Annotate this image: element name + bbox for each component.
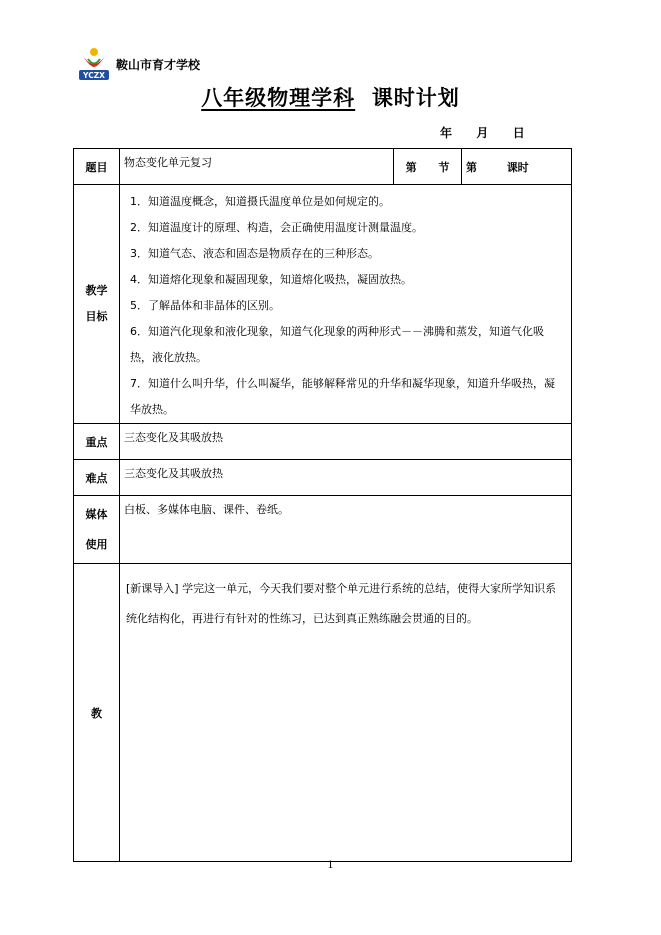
goal-item: 3．知道气态、液态和固态是物质存在的三种形态。 — [130, 247, 379, 260]
topic-value-cell — [120, 149, 394, 185]
page-title — [0, 82, 661, 112]
goal-item: 7．知道什么叫升华，什么叫凝华，能够解释常见的升华和凝华现象，知道升华吸热，凝华放热。 — [130, 377, 555, 416]
media-row — [74, 496, 572, 564]
section-label-a: 第 — [405, 160, 417, 174]
goals-cell — [120, 185, 572, 424]
title-subject: 八年级物理学科 — [201, 85, 356, 110]
logo-text: YCZX — [83, 71, 105, 80]
difficulty-label: 难点 — [74, 460, 120, 496]
section-cell — [394, 149, 462, 185]
lesson-plan-table — [73, 148, 572, 862]
goal-item: 6．知道汽化现象和液化现象，知道气化现象的两种形式－－沸腾和蒸发，知道气化吸热，液化放热。 — [130, 325, 544, 364]
goals-list — [120, 185, 571, 423]
lesson-cell — [462, 149, 572, 185]
goal-item: 2．知道温度计的原理、构造，会正确使用温度计测量温度。 — [130, 221, 423, 234]
media-value: 白板、多媒体电脑、课件、卷纸。 — [124, 503, 289, 516]
lesson-intro: [新课导入] 学完这一单元，今天我们要对整个单元进行系统的总结，使得大家所学知识系统化结构化，再进行有针对的性练习，已达到真正熟练融会贯通的目的。 — [126, 582, 557, 625]
page-number: 1 — [327, 860, 334, 871]
difficulty-value: 三态变化及其吸放热 — [124, 467, 223, 480]
date-day: 日 — [512, 126, 525, 140]
goals-label-2: 目标 — [85, 310, 108, 323]
lesson-label-b: 课时 — [506, 160, 529, 174]
topic-label: 题目 — [74, 149, 120, 185]
media-label — [74, 496, 120, 564]
difficulty-row — [74, 460, 572, 496]
goals-label-1: 教学 — [85, 284, 108, 297]
goal-item: 1．知道温度概念，知道摄氏温度单位是如何规定的。 — [130, 195, 390, 208]
teaching-row — [74, 564, 572, 862]
media-label-2: 使用 — [85, 537, 108, 551]
goal-item: 5．了解晶体和非晶体的区别。 — [130, 299, 280, 312]
lesson-label-a: 第 — [466, 160, 477, 174]
teach-label: 教 — [74, 564, 120, 862]
goals-label — [74, 185, 120, 424]
key-point-row — [74, 424, 572, 460]
goal-item: 4．知道熔化现象和凝固现象，知道熔化吸热，凝固放热。 — [130, 273, 412, 286]
key-label: 重点 — [74, 424, 120, 460]
school-logo — [79, 46, 109, 80]
media-label-1: 媒体 — [85, 507, 108, 521]
title-rest: 课时计划 — [371, 85, 460, 110]
key-value: 三态变化及其吸放热 — [124, 431, 223, 444]
date-line — [440, 124, 525, 141]
topic-row — [74, 149, 572, 185]
date-month: 月 — [476, 126, 489, 140]
goals-row — [74, 185, 572, 424]
date-year: 年 — [440, 126, 453, 140]
school-name: 鞍山市育才学校 — [116, 58, 201, 72]
section-label-b: 节 — [438, 160, 450, 174]
topic-value: 物态变化单元复习 — [124, 156, 212, 169]
